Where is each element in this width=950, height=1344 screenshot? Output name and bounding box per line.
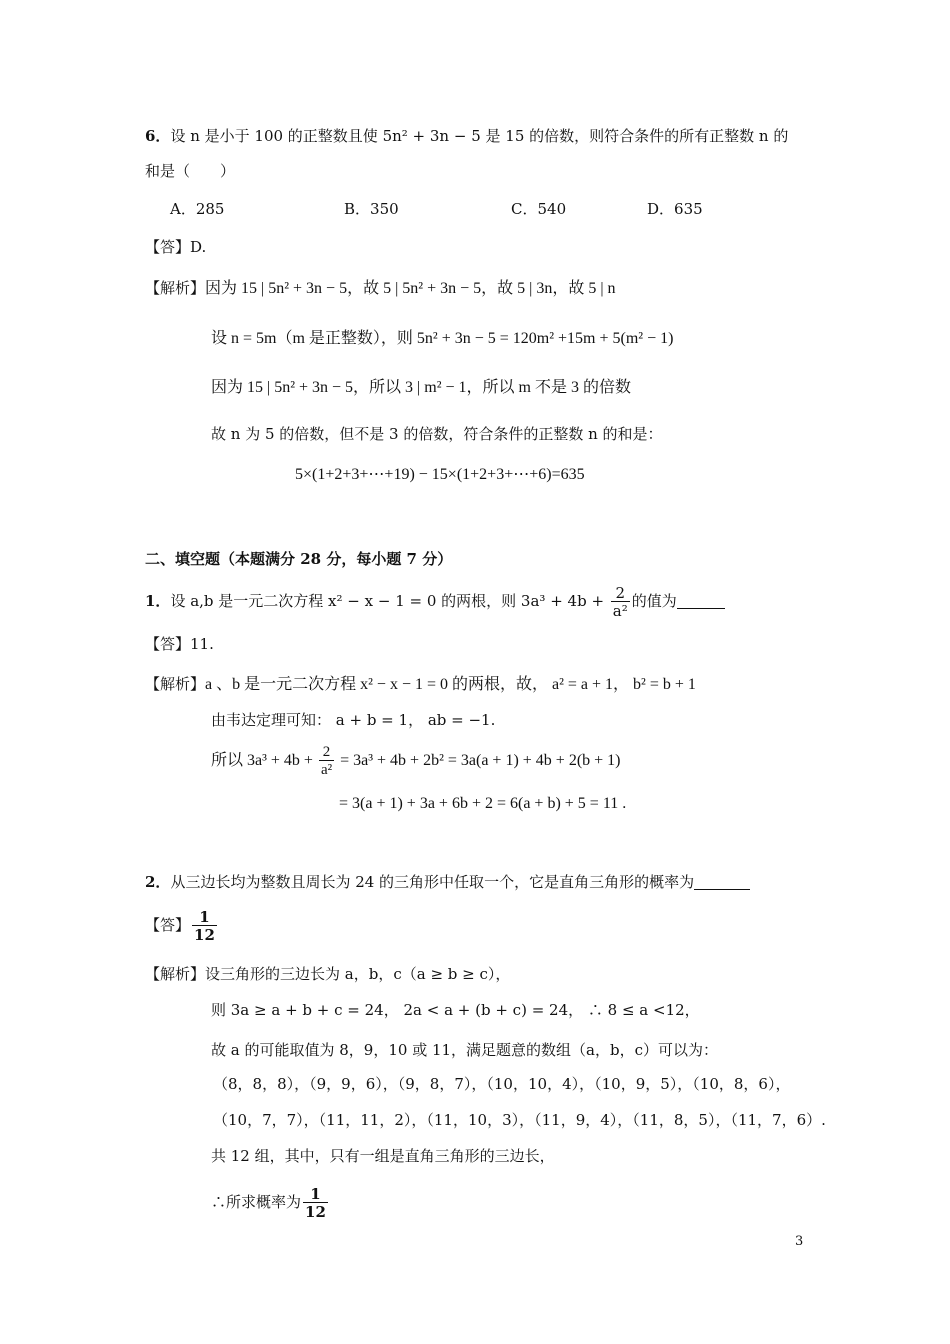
q6-analysis-line4: 故 n 为 5 的倍数，但不是 3 的倍数，符合条件的正整数 n 的和是：: [211, 425, 663, 443]
f2-answer-den: 12: [194, 925, 215, 944]
f2-analysis-line6: 共 12 组，其中，只有一组是直角三角形的三边长，: [211, 1147, 555, 1165]
q6-analysis-line2: 设 n = 5m（m 是正整数），则 5n² + 3n − 5 = 120m² +15m + 5(m² − 1): [211, 330, 674, 347]
f2-conclusion-num: 1: [310, 1184, 321, 1203]
q6-option-d: D．635: [647, 200, 703, 218]
f1-question-a: 设 a,b 是一元二次方程 x² − x − 1 = 0 的两根，则 3a³ + 4b +: [170, 592, 605, 610]
f2-analysis-line3: 故 a 的可能取值为 8，9，10 或 11，满足题意的数组（a，b，c）可以为：: [211, 1041, 718, 1059]
q6-answer-label: 【答】: [145, 238, 191, 256]
f2-number: 2．: [145, 873, 171, 891]
q6-analysis-line5: 5×(1+2+3+⋯+19) − 15×(1+2+3+⋯+6)=635: [295, 466, 585, 483]
f2-answer-label: 【答】: [145, 916, 191, 934]
f2-analysis-label: 【解析】: [145, 965, 206, 983]
f1-analysis-fraction: [319, 745, 334, 778]
f1-question-fraction: [611, 583, 630, 620]
f1-analysis-frac-den: a²: [320, 761, 333, 778]
f2-question: [145, 872, 750, 892]
f2-analysis-line2: 则 3a ≥ a + b + c = 24， 2a < a + (b + c) = 24， ∴ 8 ≤ a <12，: [211, 1001, 700, 1019]
f2-analysis-line1: [145, 964, 510, 984]
f2-answer-fraction: [192, 907, 217, 944]
f1-number: 1．: [145, 592, 171, 610]
f2-answer: [145, 905, 219, 945]
q6-analysis-text1: 因为 15 | 5n² + 3n − 5，故 5 | 5n² + 3n − 5，故 5 | 3n，故 5 | n: [205, 280, 616, 297]
q6-number: 6．: [145, 127, 171, 145]
f1-analysis-label: 【解析】: [145, 675, 206, 693]
f1-answer-blank[interactable]: [677, 592, 725, 609]
f1-answer-value: 11.: [190, 635, 214, 653]
q6-line2: 和是（ ）: [145, 162, 236, 180]
q6-analysis-line1: [145, 278, 616, 299]
q6-text: 设 n 是小于 100 的正整数且使 5n² + 3n − 5 是 15 的倍数，则符合条件的所有正整数 n 的: [170, 127, 789, 145]
f1-analysis-line2: 由韦达定理可知： a + b = 1， ab = −1.: [211, 711, 496, 729]
f1-analysis-text1: a 、b 是一元二次方程 x² − x − 1 = 0 的两根，故， a² = a + 1， b² = b + 1: [205, 676, 696, 693]
f2-analysis-line4: （8，8，8），（9，9，6），（9，8，7），（10，10，4），（10，9，5），（10，8，6），: [213, 1075, 791, 1093]
section-heading: 二、填空题（本题满分 28 分，每小题 7 分）: [145, 550, 453, 568]
f1-analysis-line1: [145, 674, 696, 695]
f1-analysis-line3: [211, 742, 621, 780]
f1-frac-den: a²: [612, 601, 628, 620]
f1-answer-label: 【答】: [145, 635, 191, 653]
f1-question-b: 的值为: [631, 592, 677, 610]
f1-frac-num: 2: [615, 583, 626, 602]
q6-option-b: B．350: [344, 200, 399, 218]
f1-question: [145, 583, 725, 619]
q6-option-a: A．285: [170, 200, 225, 218]
f2-conclusion-den: 12: [305, 1202, 326, 1221]
f1-analysis-line3-b: = 3a³ + 4b + 2b² = 3a(a + 1) + 4b + 2(b + 1): [340, 752, 621, 769]
q6-answer: [145, 237, 206, 257]
f2-conclusion-prefix: ∴所求概率为: [211, 1193, 302, 1211]
page-number: 3: [795, 1234, 804, 1249]
f2-analysis-text1: 设三角形的三边长为 a，b，c（a ≥ b ≥ c），: [205, 965, 511, 983]
q6-answer-value: D.: [190, 238, 207, 256]
f2-analysis-line5: （10，7，7），（11，11，2），（11，10，3），（11，9，4），（11，8，5），（11，7，6）.: [213, 1111, 826, 1129]
f1-analysis-frac-num: 2: [322, 743, 331, 760]
q6-analysis-line3: 因为 15 | 5n² + 3n − 5，所以 3 | m² − 1，所以 m 不是 3 的倍数: [211, 379, 631, 396]
f2-question-text: 从三边长均为整数且周长为 24 的三角形中任取一个，它是直角三角形的概率为: [170, 873, 695, 891]
f1-analysis-line4: = 3(a + 1) + 3a + 6b + 2 = 6(a + b) + 5 = 11 .: [339, 795, 627, 812]
f1-analysis-line3-a: 所以 3a³ + 4b +: [211, 752, 313, 769]
f2-conclusion-fraction: [303, 1184, 328, 1221]
f1-answer: [145, 634, 214, 654]
f2-conclusion: [211, 1182, 330, 1222]
q6-option-c: C．540: [511, 200, 567, 218]
f2-answer-num: 1: [199, 907, 210, 926]
q6-line1: [145, 126, 788, 146]
f2-answer-blank[interactable]: [694, 873, 750, 890]
q6-analysis-label: 【解析】: [145, 279, 206, 297]
